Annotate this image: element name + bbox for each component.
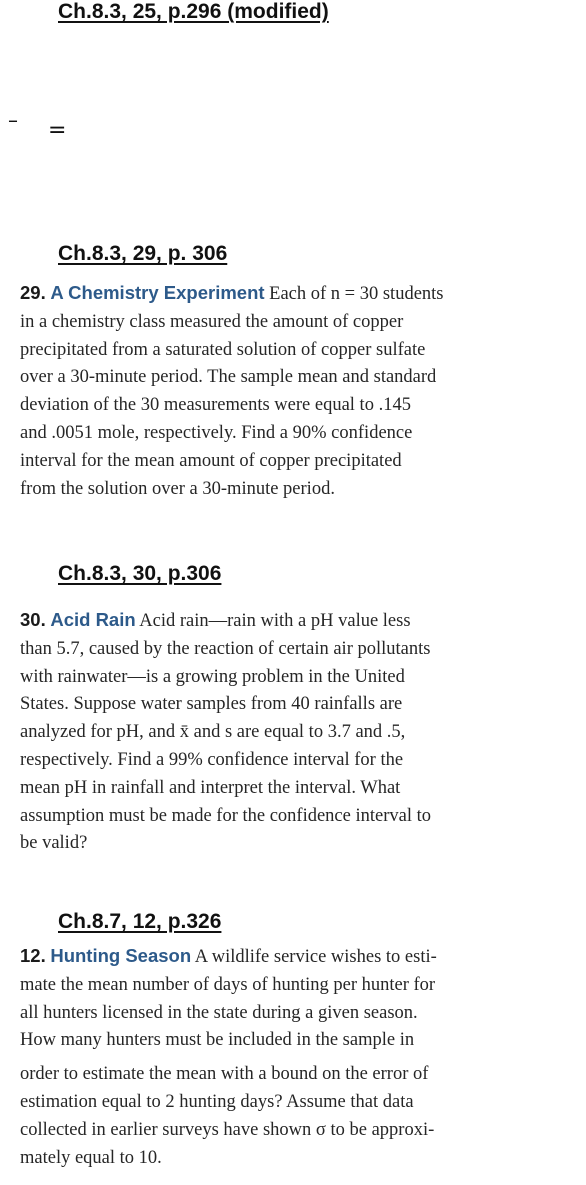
section-heading: Ch.8.3, 29, p. 306 (58, 242, 228, 265)
problem-line (20, 942, 568, 972)
problem-line: than 5.7, caused by the reaction of certain air pollutants (20, 638, 431, 659)
problem-line: all hunters licensed in the state during a given season. (20, 1002, 418, 1023)
section-heading: Ch.8.3, 25, p.296 (modified) (58, 0, 329, 23)
problem-line: respectively. Find a 99% confidence interval for the (20, 749, 404, 770)
problem-line: from the solution over a 30-minute period. (20, 478, 335, 499)
problem-line: collected in earlier surveys have shown σ to be approxi- (20, 1119, 435, 1140)
problem-number: 30. (20, 609, 46, 630)
section-heading: Ch.8.7, 12, p.326 (58, 910, 222, 933)
problem-12 (20, 942, 568, 1172)
problem-title: Hunting Season (50, 945, 192, 966)
problem-title: A Chemistry Experiment (50, 282, 265, 303)
problem-line: estimation equal to 2 hunting days? Assume that data (20, 1091, 414, 1112)
problem-line: States. Suppose water samples from 40 rainfalls are (20, 694, 403, 715)
problem-line (20, 606, 568, 636)
problem-line: precipitated from a saturated solution of copper sulfate (20, 339, 426, 360)
problem-text: Each of n = 30 students (269, 284, 444, 304)
dash-symbol: – (8, 108, 18, 132)
problem-title: Acid Rain (50, 609, 136, 630)
problem-line (20, 279, 568, 309)
problem-line: in a chemistry class measured the amount of copper (20, 311, 404, 332)
problem-line: with rainwater—is a growing problem in the United (20, 666, 405, 687)
problem-line: and .0051 mole, respectively. Find a 90% confidence (20, 422, 413, 443)
problem-30 (20, 606, 568, 858)
problem-number: 29. (20, 282, 46, 303)
problem-line: be valid? (20, 833, 88, 854)
problem-line: analyzed for pH, and x̄ and s are equal to 3.7 and .5, (20, 722, 406, 743)
problem-line: How many hunters must be included in the sample in (20, 1030, 415, 1051)
section-heading: Ch.8.3, 30, p.306 (58, 562, 222, 585)
problem-line: interval for the mean amount of copper precipitated (20, 450, 402, 471)
problem-line: mate the mean number of days of hunting per hunter for (20, 974, 436, 995)
problem-line: mately equal to 10. (20, 1147, 162, 1168)
problem-text: A wildlife service wishes to esti- (194, 947, 437, 967)
problem-29 (20, 279, 568, 503)
problem-line: over a 30-minute period. The sample mean and standard (20, 367, 437, 388)
problem-line: order to estimate the mean with a bound on the error of (20, 1064, 429, 1085)
equals-symbol: = (48, 118, 67, 143)
problem-line: mean pH in rainfall and interpret the interval. What (20, 777, 401, 798)
problem-line: deviation of the 30 measurements were equal to .145 (20, 395, 411, 416)
problem-text: Acid rain—rain with a pH value less (139, 611, 411, 631)
problem-line: assumption must be made for the confidence interval to (20, 805, 431, 826)
problem-number: 12. (20, 945, 46, 966)
